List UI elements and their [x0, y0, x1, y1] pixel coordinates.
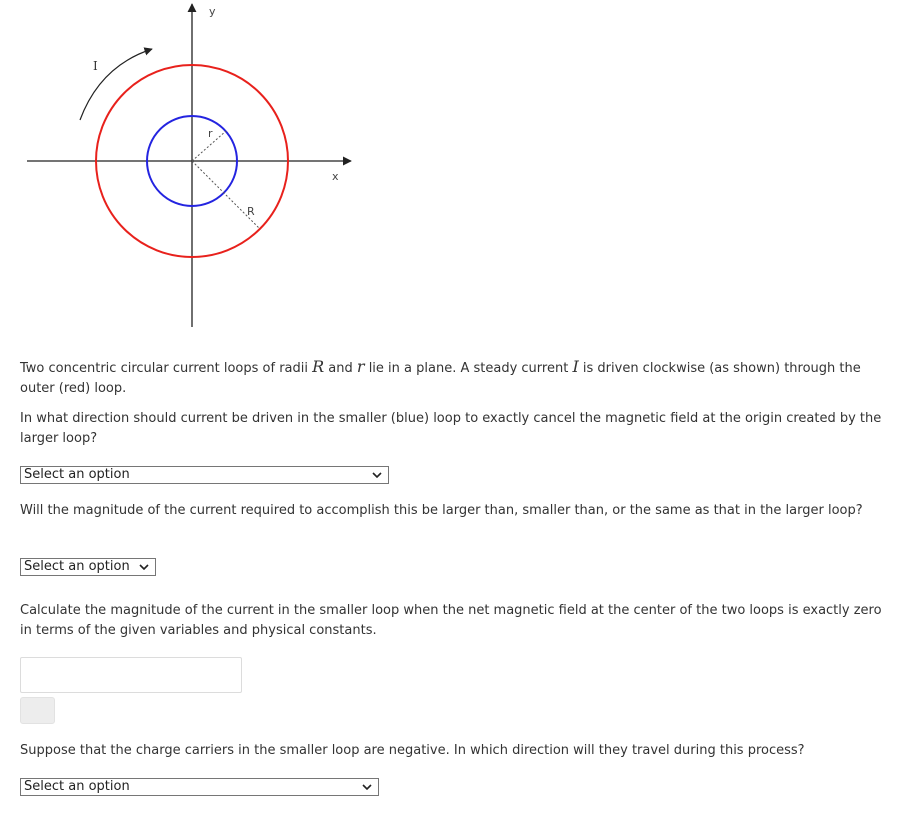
small-radius-label: r [208, 127, 213, 140]
current-label: I [93, 59, 98, 73]
direction-select[interactable]: Select an option [20, 466, 389, 484]
large-radius-line [192, 161, 260, 229]
loops-diagram [0, 0, 907, 340]
large-radius-label: R [247, 205, 255, 218]
question-3: Calculate the magnitude of the current in the smaller loop when the net magnetic field at the center of the two loops is exactly zero in terms of the given variables and physical constants. [20, 603, 882, 638]
question-2: Will the magnitude of the current required to accomplish this be larger than, smaller than, or the same as that in the larger loop? [20, 503, 863, 518]
magnitude-select[interactable]: Select an option [20, 558, 156, 576]
question-4: Suppose that the charge carriers in the smaller loop are negative. In which direction will they travel during this process? [20, 743, 805, 758]
chevron-down-icon [372, 472, 382, 478]
intro-text: Two concentric circular current loops of radii R and r lie in a plane. A steady current I is driven clockwise (as shown) through the outer (red) loop. [20, 357, 861, 396]
var-R: R [312, 357, 325, 376]
y-axis-label: y [209, 5, 216, 18]
answer-input[interactable] [20, 657, 242, 693]
submit-button[interactable] [20, 697, 55, 724]
chevron-down-icon [139, 564, 149, 570]
var-I: I [572, 357, 579, 376]
chevron-down-icon [362, 784, 372, 790]
current-direction-arrow [80, 49, 152, 120]
charge-direction-select[interactable]: Select an option [20, 778, 379, 796]
question-1: In what direction should current be driven in the smaller (blue) loop to exactly cancel the magnetic field at the origin created by the larger loop? [20, 411, 882, 446]
var-r: r [356, 357, 365, 376]
x-axis-label: x [332, 170, 339, 183]
